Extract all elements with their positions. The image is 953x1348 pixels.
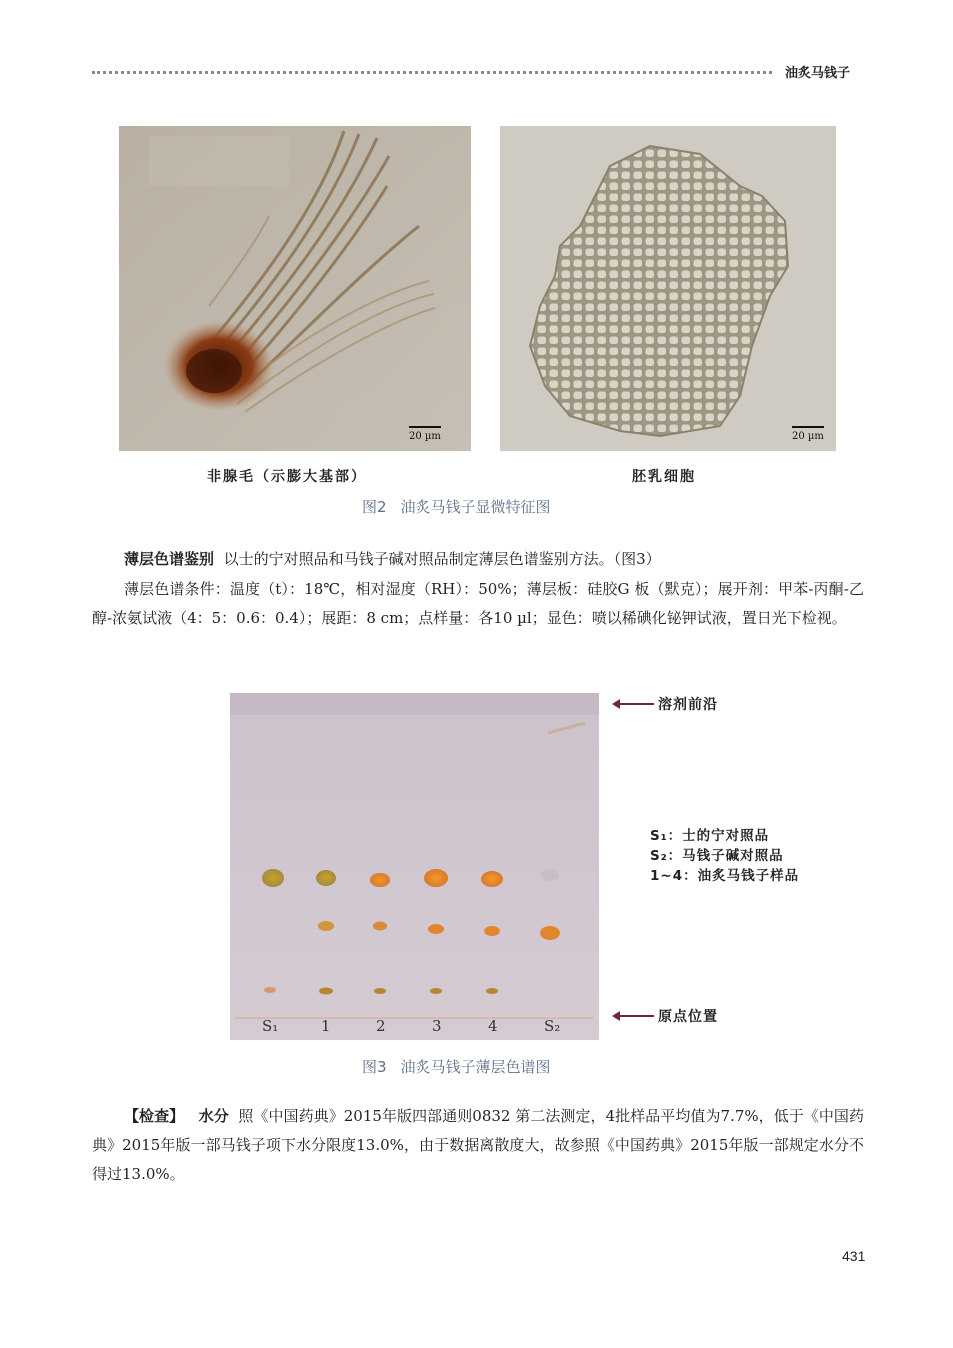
spot-2-middle <box>373 922 387 931</box>
page-number: 431 <box>842 1248 866 1264</box>
spot-4-upper <box>481 871 503 887</box>
figure-2-text: 油炙马钱子显微特征图 <box>400 498 551 516</box>
spot-3-upper <box>424 869 448 887</box>
spot-1-lower <box>319 988 333 995</box>
left-photo-caption: 非腺毛（示膨大基部） <box>207 469 367 485</box>
inspection-text: 照《中国药典》2015年版四部通则0832 第二法测定，4批样品平均值为7.7%，低于《中国药典》2015年版一部马钱子项下水分限度13.0%，由于数据离散度大，故参照《中国药典》2015年版一部规定水分不得过13.0%。 <box>92 1107 864 1183</box>
scale-bar-left: 20 µm <box>409 426 441 442</box>
header-dotted-rule <box>92 71 772 74</box>
tlc-intro-paragraph <box>92 545 864 574</box>
solvent-front-arrow <box>618 703 654 705</box>
spot-s2-faint <box>541 869 559 881</box>
solvent-front-label: 溶剂前沿 <box>658 697 718 713</box>
running-header-title: 油炙马钱子 <box>785 66 851 81</box>
lane-label-3: 3 <box>432 1017 442 1035</box>
tlc-heading: 薄层色谱鉴别 <box>124 550 215 568</box>
spot-4-middle <box>484 926 500 936</box>
figure-3-title <box>362 1056 551 1077</box>
right-photo-caption: 胚乳细胞 <box>632 469 696 485</box>
legend-samples: 1~4：油炙马钱子样品 <box>650 868 800 884</box>
lane-label-4: 4 <box>488 1017 498 1035</box>
spot-1-middle <box>318 921 334 931</box>
spot-2-lower <box>374 988 386 994</box>
spot-3-middle <box>428 924 444 934</box>
inspection-item: 水分 <box>198 1107 229 1125</box>
inspection-bracket-heading: 【检查】 <box>124 1107 185 1125</box>
spot-2-upper <box>370 873 390 887</box>
lane-label-1: 1 <box>321 1017 331 1035</box>
scale-bar-right: 20 µm <box>792 426 824 442</box>
spot-3-lower <box>430 988 442 994</box>
non-glandular-hair-micrograph <box>119 126 471 451</box>
tlc-legend <box>650 826 799 886</box>
spot-s1-lower <box>264 987 276 993</box>
spot-s1-upper <box>262 869 284 887</box>
spot-4-lower <box>486 988 498 994</box>
tlc-plate-image <box>230 693 599 1040</box>
tlc-intro-text: 以士的宁对照品和马钱子碱对照品制定薄层色谱鉴别方法。（图3） <box>223 550 661 568</box>
spot-s2-main <box>540 926 560 940</box>
lane-label-s1: S₁ <box>262 1017 279 1035</box>
lane-label-s2: S₂ <box>544 1017 561 1035</box>
origin-label: 原点位置 <box>658 1009 718 1025</box>
inspection-paragraph <box>92 1102 864 1189</box>
lane-label-2: 2 <box>376 1017 386 1035</box>
tlc-conditions-paragraph: 薄层色谱条件：温度（t）：18℃，相对湿度（RH）：50%；薄层板：硅胶G 板（默克）；展开剂：甲苯-丙酮-乙醇-浓氨试液（4：5：0.6：0.4）；展距：8 cm；点样量：各10 µl；显色：喷以稀碘化铋钾试液，置日光下检视。 <box>92 580 864 627</box>
spot-1-upper <box>316 870 336 886</box>
endosperm-cells-micrograph <box>500 126 836 451</box>
figure-3-text: 油炙马钱子薄层色谱图 <box>400 1058 551 1076</box>
origin-arrow <box>618 1015 654 1017</box>
legend-s2: S₂：马钱子碱对照品 <box>650 848 784 864</box>
figure-2-number: 图2 <box>362 498 387 516</box>
figure-3-number: 图3 <box>362 1058 387 1076</box>
legend-s1: S₁：士的宁对照品 <box>650 828 770 844</box>
figure-2-title <box>362 496 551 517</box>
